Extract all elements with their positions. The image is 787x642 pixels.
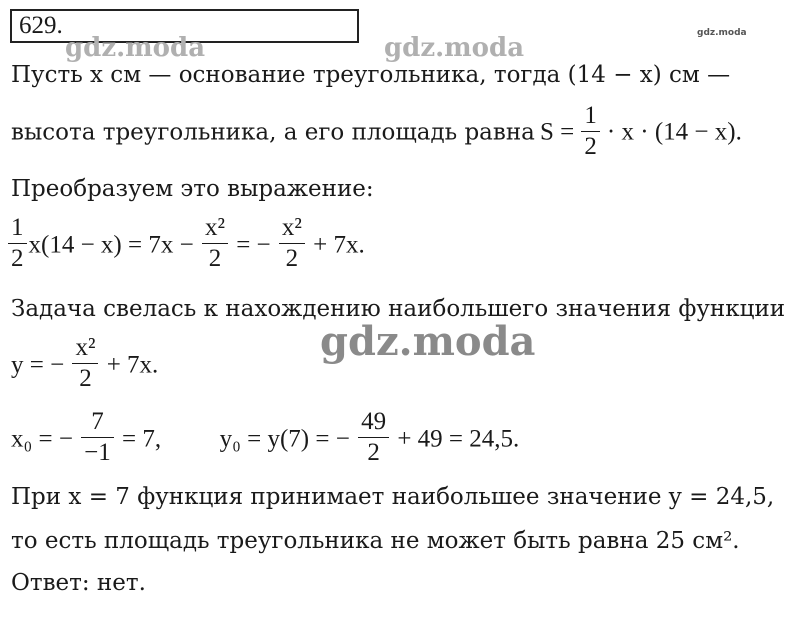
fraction-denominator: 2 [208, 245, 222, 273]
fraction-denominator: 2 [79, 365, 92, 393]
function-lhs: y = − [11, 351, 65, 379]
equation-line-4 [6, 214, 365, 276]
area-formula-lhs: S = [539, 118, 575, 146]
x0-rhs: = 7, [122, 425, 162, 453]
fraction-numerator: 1 [581, 103, 600, 132]
fraction-x2-over-2 [279, 215, 305, 273]
area-formula-rhs: · x · (14 − x). [606, 118, 742, 146]
text-line-2 [11, 102, 742, 164]
watermark: gdz.moda [697, 28, 747, 38]
text-line-3: Преобразуем это выражение: [11, 176, 374, 202]
fraction-one-half [8, 215, 27, 273]
equation-part: = − [236, 231, 271, 259]
function-rhs: + 7x. [106, 351, 159, 379]
fraction-denominator: 2 [11, 245, 24, 273]
fraction-denominator: 2 [367, 439, 380, 467]
function-line [11, 334, 159, 396]
fraction-7-over-minus-1 [81, 409, 114, 467]
fraction-numerator: 49 [358, 409, 389, 438]
fraction-numerator: 1 [8, 215, 27, 244]
vertex-line [11, 408, 520, 470]
fraction-x2-over-2 [72, 335, 98, 393]
fraction-numerator: x² [72, 335, 98, 364]
watermark: gdz.moda [65, 33, 206, 63]
fraction-denominator: 2 [285, 245, 299, 273]
equation-part: + 7x. [313, 231, 365, 259]
fraction-one-half [581, 103, 600, 161]
area-text: высота треугольника, а его площадь равна [11, 119, 535, 146]
fraction-denominator: 2 [584, 133, 597, 161]
fraction-numerator: x² [279, 215, 305, 244]
text-line-9: то есть площадь треугольника не может быть равна 25 см². [11, 528, 740, 554]
answer-line: Ответ: нет. [11, 570, 146, 596]
text-line-8: При x = 7 функция принимает наибольшее значение y = 24,5, [11, 484, 775, 510]
text-line-1: Пусть x см — основание треугольника, тогда (14 − x) см — [11, 62, 731, 88]
fraction-x2-over-2 [202, 215, 228, 273]
text-line-5: Задача свелась к нахождению наибольшего значения функции [11, 296, 786, 322]
fraction-numerator: 7 [81, 409, 114, 438]
fraction-49-over-2 [358, 409, 389, 467]
x0-lhs: x₀ = − [11, 425, 73, 453]
problem-number: 629. [19, 12, 63, 39]
y0-lhs: y₀ = y(7) = − [219, 425, 350, 453]
watermark: gdz.moda [320, 318, 536, 365]
fraction-denominator: −1 [84, 439, 111, 467]
fraction-numerator: x² [202, 215, 228, 244]
watermark: gdz.moda [384, 33, 525, 63]
y0-rhs: + 49 = 24,5. [397, 425, 520, 453]
equation-part: x(14 − x) = 7x − [28, 231, 194, 259]
